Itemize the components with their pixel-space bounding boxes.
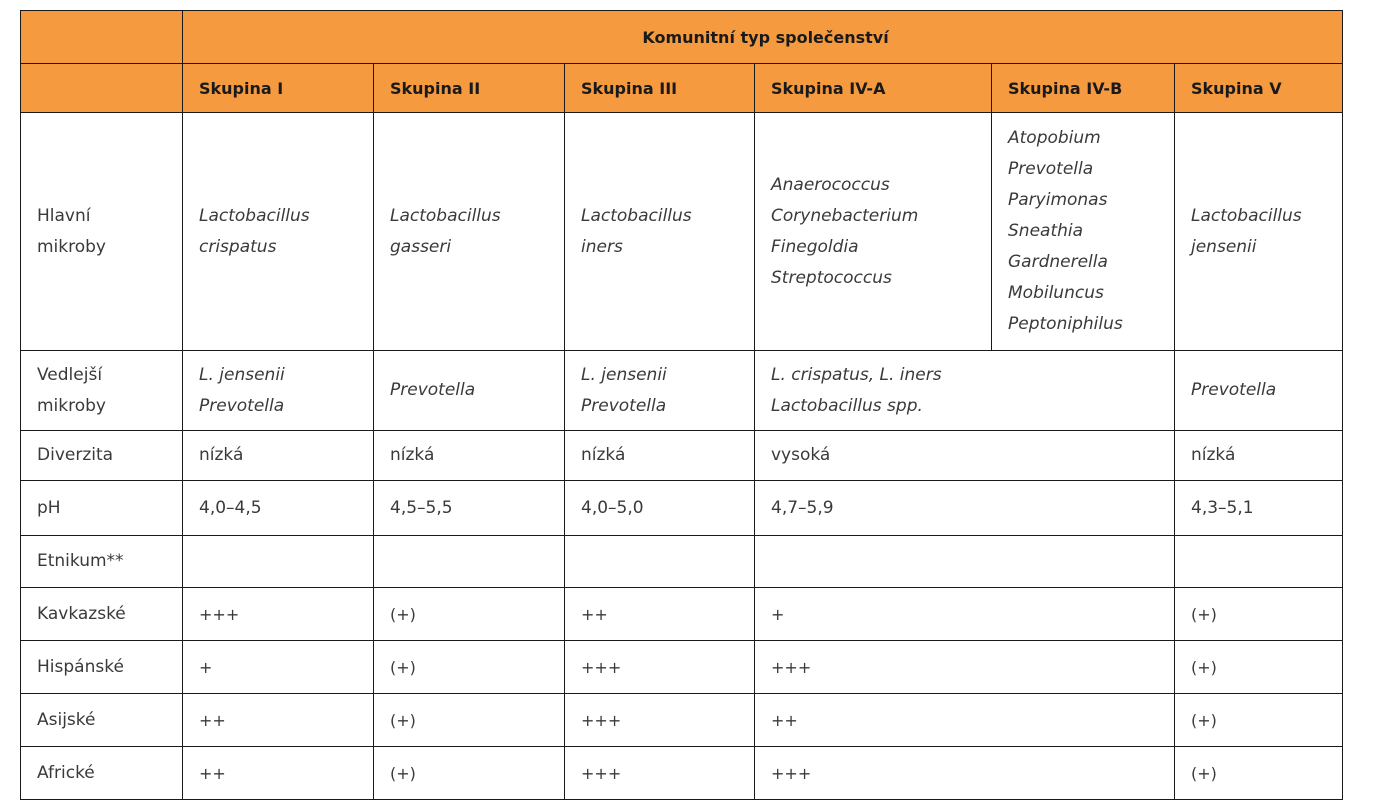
microbe-name: Corynebacterium [771, 205, 919, 226]
header-empty-cell [21, 11, 183, 64]
row-label-ethnicity: Etnikum** [21, 536, 183, 588]
microbe-name: jensenii [1191, 236, 1257, 257]
microbe-name: Paryimonas [1008, 190, 1108, 210]
header-row-groups [21, 64, 1343, 113]
cell-empty [755, 536, 1175, 588]
row-label-secondary-microbes [21, 351, 183, 431]
table-row-hispanic [21, 641, 1343, 694]
cell-secondary-g3 [565, 351, 755, 431]
microbe-name: Prevotella [1008, 159, 1094, 179]
cell-ph-g3: 4,0–5,0 [565, 481, 755, 536]
cell-asian-g1: ++ [183, 694, 374, 747]
group-header-1: Skupina I [183, 64, 374, 113]
microbe-name: L. jensenii [199, 364, 285, 385]
cell-main-g2 [374, 113, 565, 351]
row-label-line: Hlavní [37, 205, 91, 226]
cell-diversity-g3: nízká [565, 431, 755, 481]
microbe-name: Finegoldia [771, 236, 859, 257]
row-label-diversity: Diverzita [21, 431, 183, 481]
microbe-name: Mobiluncus [1008, 283, 1104, 303]
microbe-name: Peptoniphilus [1008, 314, 1123, 334]
cell-diversity-g4: vysoká [755, 431, 1175, 481]
cell-ph-g2: 4,5–5,5 [374, 481, 565, 536]
group-header-4b: Skupina IV-B [992, 64, 1175, 113]
microbe-name: Lactobacillus [390, 205, 501, 226]
group-header-3: Skupina III [565, 64, 755, 113]
cell-hispanic-g3: +++ [565, 641, 755, 694]
microbe-name: gasseri [390, 236, 452, 257]
cell-asian-g3: +++ [565, 694, 755, 747]
cell-secondary-g5: Prevotella [1175, 351, 1343, 431]
cell-main-g4a [755, 113, 992, 351]
community-type-table [20, 10, 1343, 800]
cell-diversity-g1: nízká [183, 431, 374, 481]
row-label-line: mikroby [37, 236, 106, 257]
microbe-name: Lactobacillus [1191, 205, 1302, 226]
cell-secondary-g2: Prevotella [374, 351, 565, 431]
cell-asian-g4: ++ [755, 694, 1175, 747]
cell-ph-g1: 4,0–4,5 [183, 481, 374, 536]
microbe-name: Atopobium [1008, 128, 1101, 148]
cell-hispanic-g4: +++ [755, 641, 1175, 694]
cell-caucasian-g3: ++ [565, 588, 755, 641]
table-row-caucasian [21, 588, 1343, 641]
row-label-african: Africké [21, 747, 183, 800]
cell-african-g3: +++ [565, 747, 755, 800]
row-label-line: mikroby [37, 395, 106, 416]
microbe-name: Sneathia [1008, 221, 1084, 241]
cell-diversity-g5: nízká [1175, 431, 1343, 481]
microbe-name: Prevotella [581, 395, 667, 416]
cell-secondary-g1 [183, 351, 374, 431]
group-header-5: Skupina V [1175, 64, 1343, 113]
table-row-ethnicity [21, 536, 1343, 588]
group-header-4a: Skupina IV-A [755, 64, 992, 113]
row-label-line: Vedlejší [37, 364, 103, 385]
microbe-name: L. crispatus, L. iners [771, 364, 942, 385]
cell-hispanic-g2: (+) [374, 641, 565, 694]
row-label-caucasian: Kavkazské [21, 588, 183, 641]
table-row-secondary-microbes [21, 351, 1343, 431]
cell-main-g4b [992, 113, 1175, 351]
cell-african-g2: (+) [374, 747, 565, 800]
cell-asian-g2: (+) [374, 694, 565, 747]
microbe-name: Gardnerella [1008, 252, 1108, 272]
cell-ph-g5: 4,3–5,1 [1175, 481, 1343, 536]
cell-caucasian-g1: +++ [183, 588, 374, 641]
microbe-name: iners [581, 236, 623, 257]
cell-empty [565, 536, 755, 588]
microbe-name: L. jensenii [581, 364, 667, 385]
cell-caucasian-g5: (+) [1175, 588, 1343, 641]
group-header-2: Skupina II [374, 64, 565, 113]
cell-empty [374, 536, 565, 588]
header-row-title [21, 11, 1343, 64]
microbe-name: Lactobacillus [581, 205, 692, 226]
table-row-asian [21, 694, 1343, 747]
cell-main-g5 [1175, 113, 1343, 351]
cell-african-g5: (+) [1175, 747, 1343, 800]
table-row-african [21, 747, 1343, 800]
microbe-name: Streptococcus [771, 267, 892, 288]
cell-hispanic-g5: (+) [1175, 641, 1343, 694]
cell-african-g4: +++ [755, 747, 1175, 800]
row-label-ph: pH [21, 481, 183, 536]
table-title: Komunitní typ společenství [183, 11, 1343, 64]
cell-ph-g4: 4,7–5,9 [755, 481, 1175, 536]
cell-caucasian-g4: + [755, 588, 1175, 641]
microbe-name: Prevotella [199, 395, 285, 416]
microbe-name: Anaerococcus [771, 174, 890, 195]
microbe-name: Lactobacillus [199, 205, 310, 226]
row-label-main-microbes [21, 113, 183, 351]
microbe-name: Lactobacillus spp. [771, 395, 923, 416]
microbe-name: crispatus [199, 236, 277, 257]
table-row-diversity [21, 431, 1343, 481]
row-label-asian: Asijské [21, 694, 183, 747]
cell-diversity-g2: nízká [374, 431, 565, 481]
row-label-hispanic: Hispánské [21, 641, 183, 694]
cell-caucasian-g2: (+) [374, 588, 565, 641]
cell-asian-g5: (+) [1175, 694, 1343, 747]
cell-main-g1 [183, 113, 374, 351]
table-row-ph [21, 481, 1343, 536]
header-empty-cell [21, 64, 183, 113]
cell-secondary-g4 [755, 351, 1175, 431]
cell-empty [1175, 536, 1343, 588]
cell-empty [183, 536, 374, 588]
cell-african-g1: ++ [183, 747, 374, 800]
cell-hispanic-g1: + [183, 641, 374, 694]
cell-main-g3 [565, 113, 755, 351]
table-row-main-microbes [21, 113, 1343, 351]
